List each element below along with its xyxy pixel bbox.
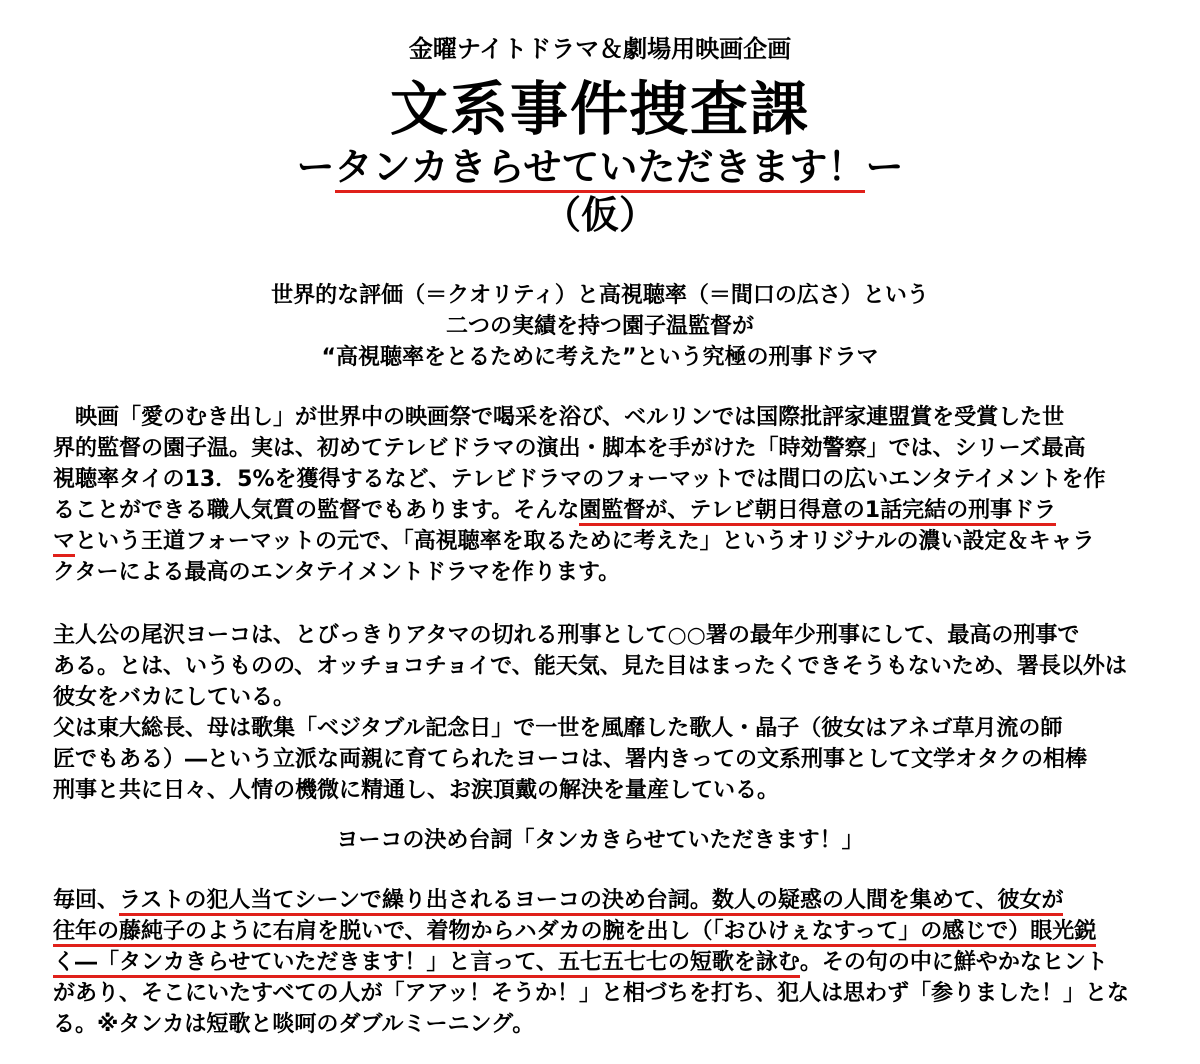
underlined-text: マ [53,529,75,557]
tagline-line-3: “高視聴率をとるために考えた”という究極の刑事ドラマ [321,345,879,370]
paragraph-catchphrase [53,885,1163,1040]
paragraph-line: 界的監督の園子温。実は、初めてテレビドラマの演出・脚本を手がけた「時効警察」では、シリーズ最高 [53,436,1086,461]
document-title: 文系事件捜査課 [389,75,810,143]
paragraph-line: く―「タンカきらせていただきます！」と言って、五七五七七の短歌を詠む。その句の中に鮮やかなヒント [53,947,1163,978]
catchphrase-heading: ヨーコの決め台詞「タンカきらせていただきます！」 [336,828,864,853]
underlined-text: 園監督が、テレビ朝日得意の1話完結の刑事ドラ [579,498,1056,526]
subtitle-dash-left: ー [296,145,335,189]
paragraph-intro [53,402,1163,588]
kicker-heading: 金曜ナイトドラマ＆劇場用映画企画 [408,35,792,63]
tentative-mark: （仮） [542,193,657,237]
subtitle-underlined-phrase: タンカきらせていただきます！ [335,145,866,193]
tagline-line-2: 二つの実績を持つ園子温監督が [445,314,754,339]
underlined-text: 往年の藤純子のように右肩を脱いで、着物からハダカの腕を出し（「おひけぇなすって」の感じで）眼光鋭 [53,919,1096,947]
document-subtitle [0,144,1200,190]
paragraph-line: 毎回、ラストの犯人当てシーンで繰り出されるヨーコの決め台詞。数人の疑惑の人間を集めて、彼女が [53,885,1163,916]
paragraph-line: ある。とは、いうものの、オッチョコチョイで、能天気、見た目はまったくできそうもないため、署長以外は [53,654,1127,679]
paragraph-protagonist [53,620,1163,806]
paragraph-line: クターによる最高のエンタテイメントドラマを作ります。 [53,560,621,585]
paragraph-line: 主人公の尾沢ヨーコは、とびっきりアタマの切れる刑事として○○署の最年少刑事にして、最高の刑事で [53,623,1080,648]
paragraph-line: ることができる職人気質の監督でもあります。そんな園監督が、テレビ朝日得意の1話完結の刑事ドラ [53,495,1163,526]
paragraph-line [53,916,1163,947]
paragraph-line: 匠でもある）―という立派な両親に育てられたヨーコは、署内きっての文系刑事として文学オタクの相棒 [53,747,1088,772]
tagline-line-1: 世界的な評価（＝クオリティ）と高視聴率（＝間口の広さ）という [271,283,929,308]
paragraph-line: 映画「愛のむき出し」が世界中の映画祭で喝采を浴び、ベルリンでは国際批評家連盟賞を受賞した世 [75,405,1065,430]
paragraph-line: 父は東大総長、母は歌集「ベジタブル記念日」で一世を風靡した歌人・晶子（彼女はアネゴ草月流の師 [53,716,1063,741]
underlined-text: く―「タンカきらせていただきます！」と言って、五七五七七の短歌を詠む [53,950,800,978]
subtitle-dash-right: ー [865,145,904,189]
paragraph-line: る。※タンカは短歌と啖呵のダブルミーニング。 [53,1012,535,1037]
tagline [0,280,1200,373]
paragraph-line: 刑事と共に日々、人情の機微に精通し、お涙頂戴の解決を量産している。 [53,778,780,803]
paragraph-line: マという王道フォーマットの元で、「高視聴率を取るために考えた」というオリジナルの濃い設定＆キャラ [53,526,1163,557]
paragraph-line: 視聴率タイの13．5%を獲得するなど、テレビドラマのフォーマットでは間口の広いエンタテイメントを作 [53,467,1106,492]
paragraph-line: 彼女をバカにしている。 [53,685,296,710]
underlined-text: ラストの犯人当てシーンで繰り出されるヨーコの決め台詞。数人の疑惑の人間を集めて、彼女が [119,888,1063,916]
paragraph-line: があり、そこにいたすべての人が「アアッ！そうか！」と相づちを打ち、犯人は思わず「参りました！」とな [53,981,1130,1006]
